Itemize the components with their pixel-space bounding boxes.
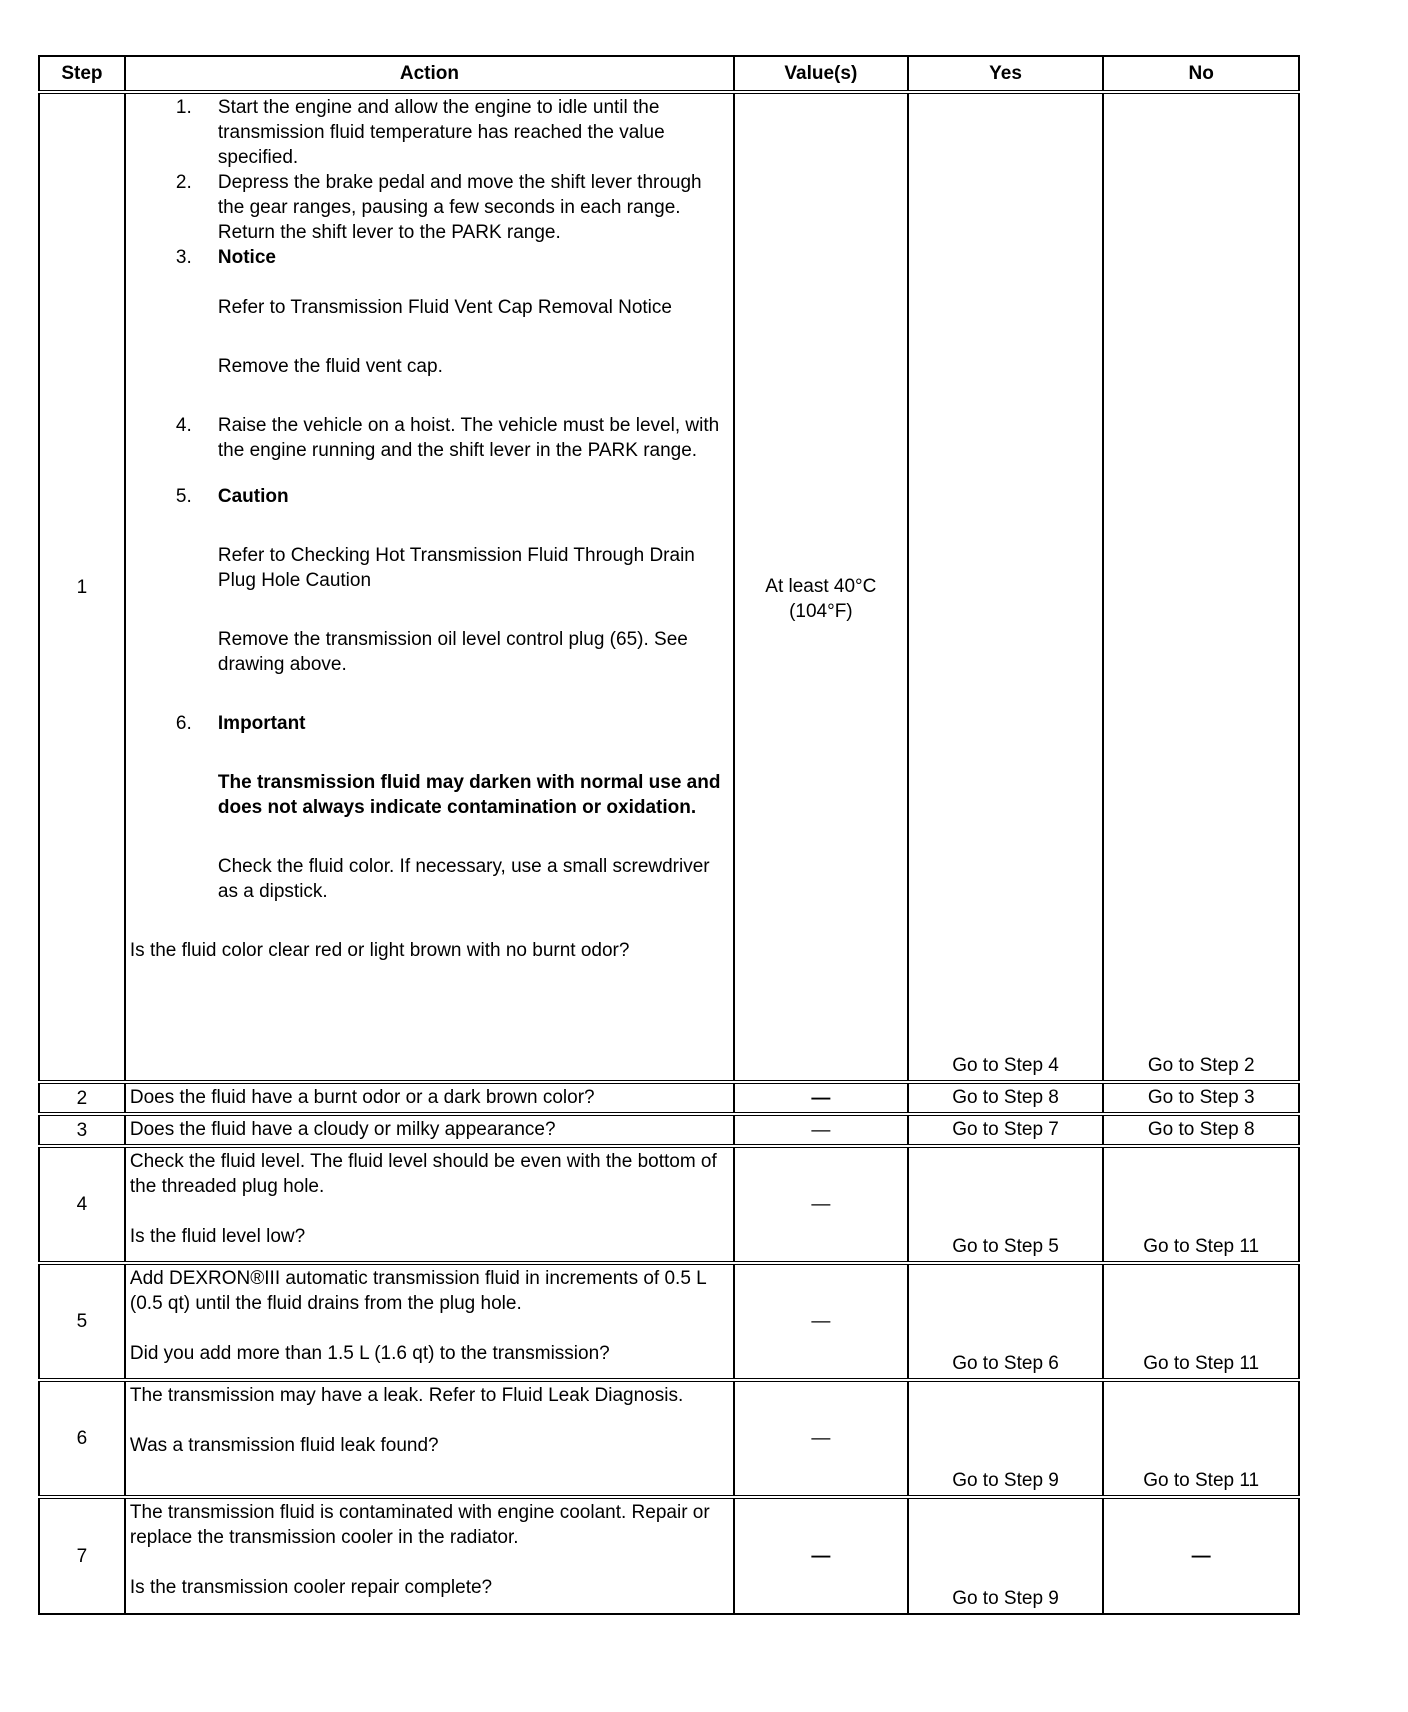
no-cell: Go to Step 11: [1103, 1380, 1299, 1497]
step-question: Is the fluid color clear red or light brown with no burnt odor?: [129, 940, 630, 961]
notice-title: Notice: [217, 247, 276, 268]
action-cell: [125, 1146, 734, 1263]
header-step: Step: [39, 56, 125, 92]
no-cell: Go to Step 2: [1103, 92, 1299, 1082]
diagnostic-table: [38, 55, 1300, 1615]
notice-reference: Refer to Transmission Fluid Vent Cap Removal Notice: [217, 297, 672, 318]
no-cell: Go to Step 8: [1103, 1114, 1299, 1146]
no-cell: Go to Step 3: [1103, 1082, 1299, 1114]
table-row-step-2: [39, 1082, 1299, 1114]
value-cell: —: [734, 1263, 908, 1380]
yes-cell: Go to Step 4: [908, 92, 1104, 1082]
no-cell: Go to Step 11: [1103, 1146, 1299, 1263]
table-row-step-7: [39, 1497, 1299, 1614]
header-yes: Yes: [908, 56, 1104, 92]
table-row-step-6: [39, 1380, 1299, 1497]
header-row: [39, 56, 1299, 92]
step-number: 4: [39, 1146, 125, 1263]
value-cell: —: [734, 1497, 908, 1614]
caution-reference: Refer to Checking Hot Transmission Fluid Through Drain Plug Hole Caution: [217, 545, 695, 591]
procedure-text: Remove the fluid vent cap.: [217, 356, 443, 377]
step-instruction: The transmission may have a leak. Refer to Fluid Leak Diagnosis.: [129, 1385, 684, 1406]
procedure-item: 3. Notice Refer to Transmission Fluid Vent Cap Removal Notice Remove the fluid vent cap.: [176, 245, 727, 379]
procedure-text: Start the engine and allow the engine to idle until the transmission fluid temperature has reached the value specified.: [217, 97, 665, 168]
procedure-item: 5. Caution Refer to Checking Hot Transmission Fluid Through Drain Plug Hole Caution Remove the transmission oil level control plug (65). See drawing above.: [176, 484, 727, 677]
step-question: Did you add more than 1.5 L (1.6 qt) to the transmission?: [129, 1343, 610, 1364]
no-cell: Go to Step 11: [1103, 1263, 1299, 1380]
step-question: Does the fluid have a burnt odor or a dark brown color?: [129, 1087, 595, 1108]
step-number: 6: [39, 1380, 125, 1497]
action-cell: [125, 1380, 734, 1497]
step-instruction: Add DEXRON®III automatic transmission fluid in increments of 0.5 L (0.5 qt) until the fluid drains from the plug hole.: [129, 1268, 707, 1314]
procedure-list: [130, 95, 727, 904]
step-question: Does the fluid have a cloudy or milky appearance?: [129, 1119, 556, 1140]
value-cell: —: [734, 1082, 908, 1114]
action-cell: [125, 1497, 734, 1614]
yes-cell: Go to Step 9: [908, 1380, 1104, 1497]
action-cell: [125, 1114, 734, 1146]
procedure-text: Raise the vehicle on a hoist. The vehicle must be level, with the engine running and the shift lever in the PARK range.: [217, 415, 720, 461]
action-cell: [125, 1263, 734, 1380]
step-number: 7: [39, 1497, 125, 1614]
yes-cell: Go to Step 7: [908, 1114, 1104, 1146]
step-question: Was a transmission fluid leak found?: [129, 1435, 439, 1456]
step-number: 5: [39, 1263, 125, 1380]
table-row-step-5: [39, 1263, 1299, 1380]
step-number: 1: [39, 92, 125, 1082]
important-note: The transmission fluid may darken with normal use and does not always indicate contamination or oxidation.: [217, 772, 721, 818]
procedure-item: 1. Start the engine and allow the engine to idle until the transmission fluid temperature has reached the value specified.: [176, 95, 727, 170]
value-cell: At least 40°C (104°F): [734, 92, 908, 1082]
action-cell: [125, 92, 734, 1082]
table-row-step-3: [39, 1114, 1299, 1146]
step-instruction: The transmission fluid is contaminated with engine coolant. Repair or replace the transmission cooler in the radiator.: [129, 1502, 710, 1548]
yes-cell: Go to Step 5: [908, 1146, 1104, 1263]
header-no: No: [1103, 56, 1299, 92]
step-question: Is the transmission cooler repair complete?: [129, 1577, 493, 1598]
action-cell: [125, 1082, 734, 1114]
important-title: Important: [217, 713, 306, 734]
header-values: Value(s): [734, 56, 908, 92]
procedure-item: 6. Important The transmission fluid may darken with normal use and does not always indicate contamination or oxidation. Check the fluid color. If necessary, use a small screwdriver as a dipstick.: [176, 711, 727, 904]
value-cell: —: [734, 1146, 908, 1263]
procedure-text: Remove the transmission oil level control plug (65). See drawing above.: [217, 629, 688, 675]
yes-cell: Go to Step 9: [908, 1497, 1104, 1614]
table-row-step-4: [39, 1146, 1299, 1263]
procedure-text: Depress the brake pedal and move the shift lever through the gear ranges, pausing a few seconds in each range. Return the shift lever to the PARK range.: [217, 172, 702, 243]
procedure-item: 4. Raise the vehicle on a hoist. The vehicle must be level, with the engine running and the shift lever in the PARK range.: [176, 413, 727, 463]
value-cell: —: [734, 1380, 908, 1497]
step-number: 2: [39, 1082, 125, 1114]
step-question: Is the fluid level low?: [129, 1226, 306, 1247]
header-action: Action: [125, 56, 734, 92]
procedure-item: 2. Depress the brake pedal and move the shift lever through the gear ranges, pausing a few seconds in each range. Return the shift lever to the PARK range.: [176, 170, 727, 245]
table-row-step-1: [39, 92, 1299, 1082]
caution-title: Caution: [217, 486, 289, 507]
step-number: 3: [39, 1114, 125, 1146]
value-cell: —: [734, 1114, 908, 1146]
no-cell: —: [1103, 1497, 1299, 1614]
yes-cell: Go to Step 8: [908, 1082, 1104, 1114]
step-instruction: Check the fluid level. The fluid level should be even with the bottom of the threaded plug hole.: [129, 1151, 717, 1197]
procedure-text: Check the fluid color. If necessary, use a small screwdriver as a dipstick.: [217, 856, 710, 902]
yes-cell: Go to Step 6: [908, 1263, 1104, 1380]
